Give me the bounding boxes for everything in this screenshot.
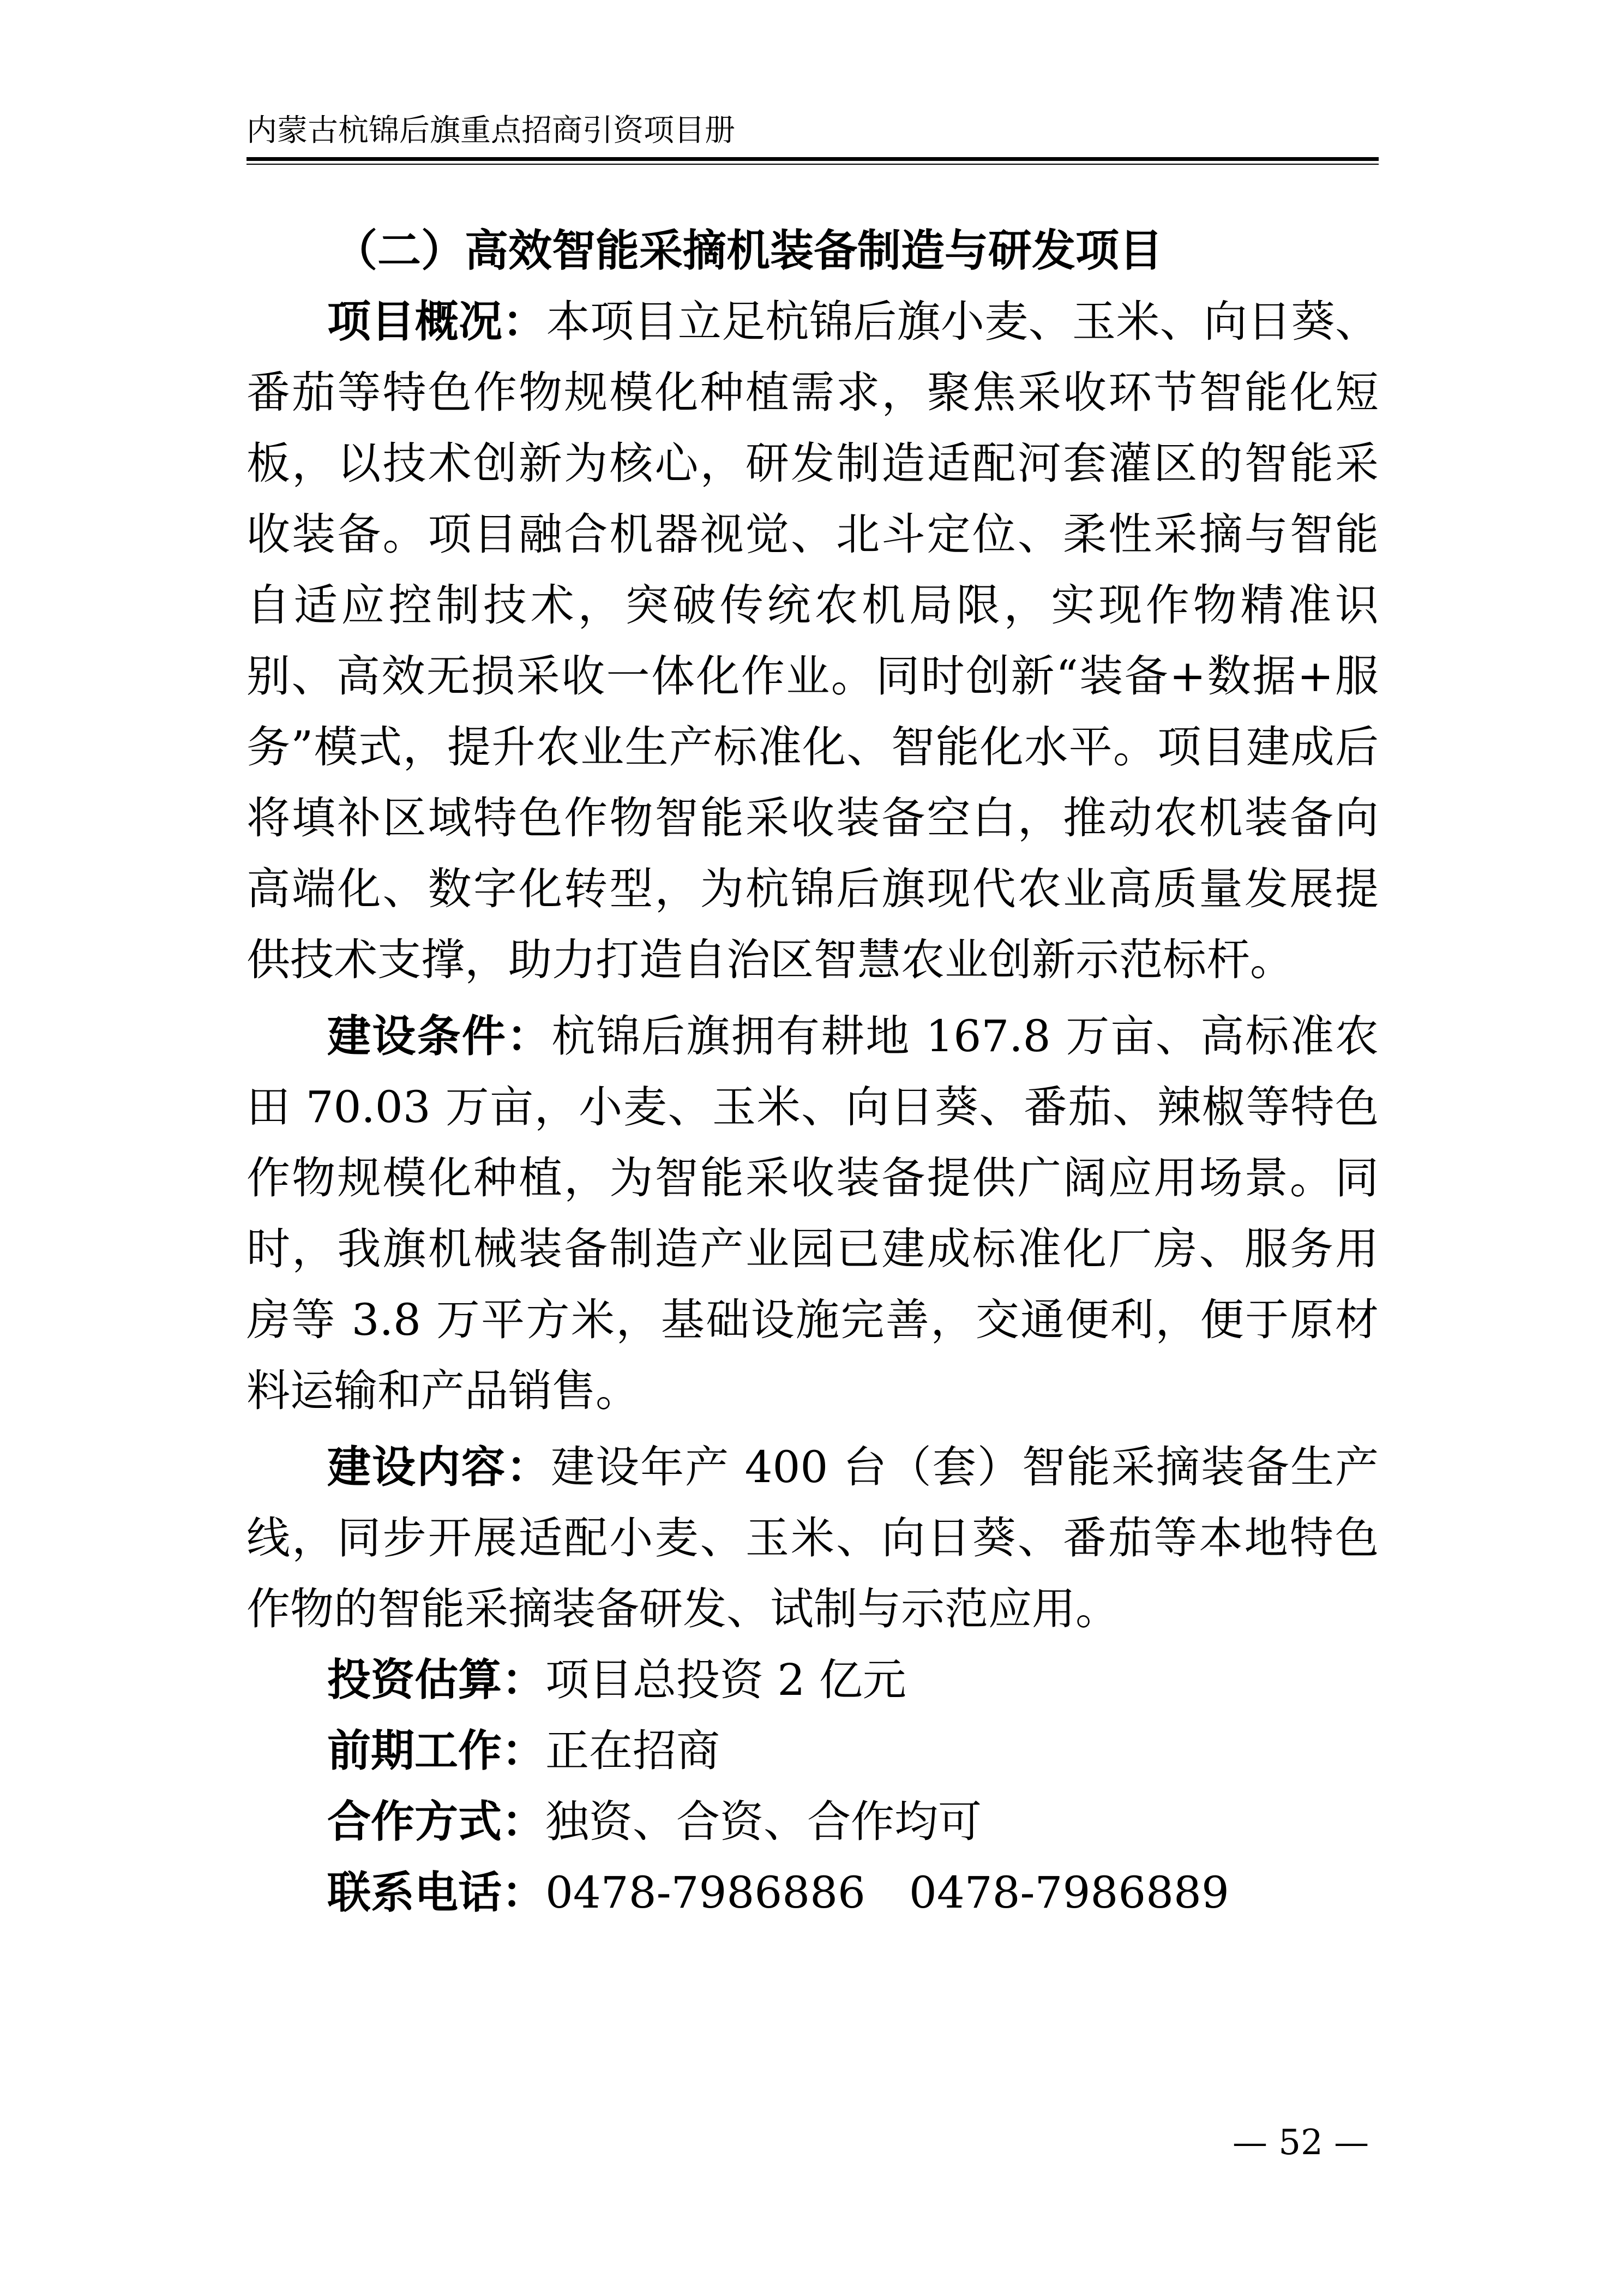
conditions-label: 建设条件： bbox=[327, 1011, 552, 1062]
section-heading: （二）高效智能采摘机装备制造与研发项目 bbox=[334, 225, 1163, 276]
overview-text: 本项目立足杭锦后旗小麦、玉米、向日葵、番茄等特色作物规模化种植需求，聚焦采收环节智能化短板，以技术创新为核心，研发制造适配河套灌区的智能采收装备。项目融合机器视觉、北斗定位、柔性采摘与智能自适应控制技术，突破传统农机局限，实现作物精准识别、高效无损采收一体化作业。同时创新“装备+数据+服务”模式，提升农业生产标准化、智能化水平。项目建成后将填补区域特色作物智能采收装备空白，推动农机装备向高端化、数字化转型，为杭锦后旗现代农业高质量发展提供技术支撑，助力打造自治区智慧农业创新示范标杆。 bbox=[247, 296, 1379, 985]
header-rule-thick bbox=[247, 157, 1379, 161]
investment-text: 项目总投资 2 亿元 bbox=[545, 1654, 906, 1705]
contact-line bbox=[247, 1857, 1379, 1928]
contact-phone-1: 0478-7986886 bbox=[545, 1867, 865, 1918]
overview-paragraph bbox=[247, 286, 1379, 996]
investment-line bbox=[247, 1645, 1379, 1716]
construction-content-label: 建设内容： bbox=[327, 1442, 551, 1492]
construction-content-text: 建设年产 400 台（套）智能采摘装备生产线，同步开展适配小麦、玉米、向日葵、番茄等本地特色作物的智能采摘装备研发、试制与示范应用。 bbox=[247, 1442, 1379, 1634]
preliminary-work-text: 正在招商 bbox=[545, 1725, 720, 1776]
cooperation-label: 合作方式： bbox=[327, 1796, 545, 1847]
preliminary-work-line bbox=[247, 1716, 1379, 1787]
preliminary-work-label: 前期工作： bbox=[327, 1725, 545, 1776]
contact-phone-2: 0478-7986889 bbox=[909, 1867, 1229, 1918]
conditions-paragraph bbox=[247, 1001, 1379, 1426]
investment-label: 投资估算： bbox=[327, 1654, 545, 1705]
construction-content-paragraph bbox=[247, 1432, 1379, 1645]
overview-label: 项目概况： bbox=[327, 296, 546, 347]
header-rule-thin bbox=[247, 164, 1379, 165]
page-number: — 52 — bbox=[1233, 2123, 1369, 2163]
document-header-title: 内蒙古杭锦后旗重点招商引资项目册 bbox=[247, 113, 735, 148]
page-body bbox=[247, 215, 1379, 1928]
cooperation-text: 独资、合资、合作均可 bbox=[545, 1796, 982, 1847]
contact-label: 联系电话： bbox=[327, 1867, 545, 1918]
cooperation-line bbox=[247, 1787, 1379, 1857]
conditions-text: 杭锦后旗拥有耕地 167.8 万亩、高标准农田 70.03 万亩，小麦、玉米、向日葵、番茄、辣椒等特色作物规模化种植，为智能采收装备提供广阔应用场景。同时，我旗机械装备制造产业园已建成标准化厂房、服务用房等 3.8 万平方米，基础设施完善，交通便利，便于原材料运输和产品销售。 bbox=[247, 1011, 1379, 1416]
